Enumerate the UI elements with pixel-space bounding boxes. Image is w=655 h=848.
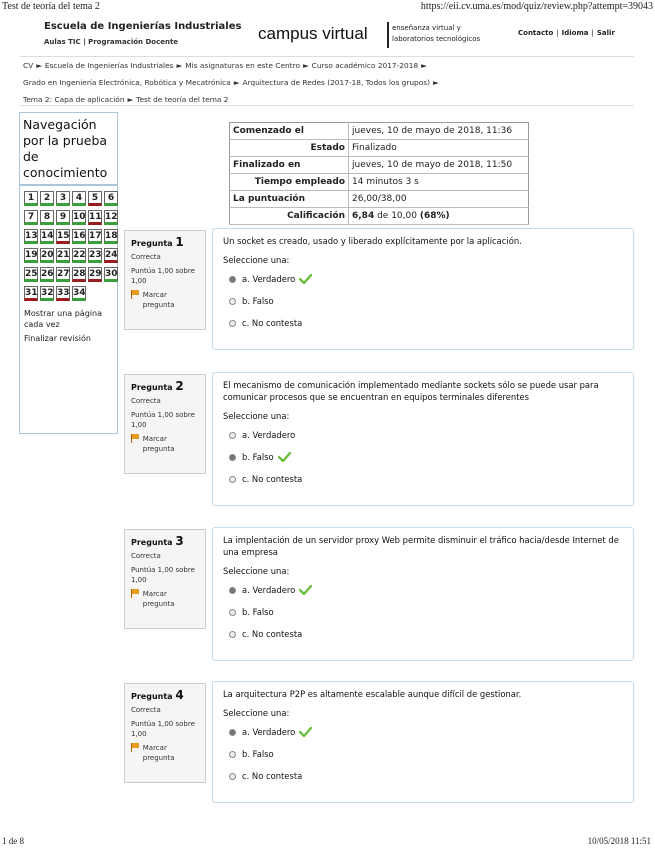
answer-option-label: a. Verdadero: [242, 274, 296, 284]
breadcrumb-item[interactable]: Tema 2: Capa de aplicación: [23, 95, 125, 104]
question-nav-button-25[interactable]: 25: [24, 267, 38, 282]
question-state: Correcta: [131, 552, 161, 560]
breadcrumb-item[interactable]: Escuela de Ingenierías Industriales: [44, 61, 174, 70]
summary-row: [230, 174, 529, 191]
question-nav-button-18[interactable]: 18: [104, 229, 118, 244]
question-nav-button-6[interactable]: 6: [104, 191, 118, 206]
answer-option-label: a. Verdadero: [242, 585, 296, 595]
print-url: https://eii.cv.uma.es/mod/quiz/review.php?attempt=39043: [420, 1, 653, 12]
campus-logo-text[interactable]: campus virtual: [258, 24, 368, 43]
question-nav-button-1[interactable]: 1: [24, 191, 38, 206]
question-nav-button-14[interactable]: 14: [40, 229, 54, 244]
flag-icon[interactable]: [131, 434, 139, 443]
answer-radio[interactable]: [229, 276, 236, 283]
question-text: La implentación de un servidor proxy Web permite disminuir el tráfico hacia/desde Internet de una empresa: [223, 535, 619, 557]
flag-question-link[interactable]: [131, 589, 199, 609]
answer-radio[interactable]: [229, 320, 236, 327]
answer-prompt: Seleccione una:: [223, 708, 290, 718]
question-text: Un socket es creado, usado y liberado explícitamente por la aplicación.: [223, 236, 522, 246]
answer-radio[interactable]: [229, 751, 236, 758]
contact-link[interactable]: Contacto: [518, 29, 554, 37]
answer-option-label: b. Falso: [242, 749, 274, 759]
summary-value: jueves, 10 de mayo de 2018, 11:36: [349, 123, 529, 140]
header-subtitle[interactable]: Aulas TIC | Programación Docente: [44, 38, 179, 46]
quiz-navigation-block: [19, 112, 118, 434]
answer-prompt: Seleccione una:: [223, 566, 290, 576]
answer-radio[interactable]: [229, 729, 236, 736]
question-nav-button-15[interactable]: 15: [56, 229, 70, 244]
answer-option[interactable]: [223, 579, 623, 601]
breadcrumb-item[interactable]: Arquitectura de Redes (2017-18, Todos los grupos): [242, 78, 431, 87]
summary-value: 26,00/38,00: [349, 191, 529, 208]
question-label: Pregunta: [131, 692, 173, 701]
question-buttons: [20, 186, 120, 305]
answer-option-label: a. Verdadero: [242, 727, 296, 737]
answer-radio[interactable]: [229, 432, 236, 439]
question-nav-button-22[interactable]: 22: [72, 248, 86, 263]
answer-radio[interactable]: [229, 609, 236, 616]
flag-icon[interactable]: [131, 743, 139, 752]
print-datetime: 10/05/2018 11:51: [587, 836, 651, 846]
summary-row-grade: [230, 208, 529, 225]
question-nav-button-3[interactable]: 3: [56, 191, 70, 206]
flag-question-link[interactable]: [131, 290, 199, 310]
summary-value: jueves, 10 de mayo de 2018, 11:50: [349, 157, 529, 174]
question-nav-button-11[interactable]: 11: [88, 210, 102, 225]
breadcrumb: CV ► Escuela de Ingenierías Industriales ► Mis asignaturas en este Centro ► Curso académico 2017-2018 ► Grado en Ingeniería Electrónica, Robótica y Mecatrónica ► Arquitectura de Redes (2017-18, Todos los grupos) ► Tema 2: Capa de aplicación ► Test de teoría del tema 2: [20, 56, 634, 106]
flag-question-label[interactable]: Marcar pregunta: [142, 291, 175, 309]
answer-option[interactable]: [223, 290, 623, 312]
answer-option[interactable]: [223, 765, 623, 787]
breadcrumb-item[interactable]: CV: [23, 61, 34, 70]
flag-question-link[interactable]: [131, 743, 199, 763]
question-number-value: 1: [175, 235, 184, 249]
summary-row: [230, 191, 529, 208]
question-content-1: [212, 228, 634, 350]
grade-label: Calificación: [230, 208, 349, 225]
answer-option-label: b. Falso: [242, 296, 274, 306]
print-title: Test de teoría del tema 2: [2, 1, 100, 12]
question-nav-button-33[interactable]: 33: [56, 286, 70, 301]
question-number-value: 4: [175, 688, 184, 702]
answer-option-label: c. No contesta: [242, 318, 303, 328]
logo-divider: [387, 22, 389, 48]
question-nav-button-17[interactable]: 17: [88, 229, 102, 244]
question-nav-button-29[interactable]: 29: [88, 267, 102, 282]
summary-row: [230, 123, 529, 140]
attempt-summary-table: [229, 122, 529, 225]
question-number: [131, 534, 199, 548]
answer-option[interactable]: [223, 601, 623, 623]
question-nav-button-2[interactable]: 2: [40, 191, 54, 206]
question-nav-button-20[interactable]: 20: [40, 248, 54, 263]
answer-radio[interactable]: [229, 631, 236, 638]
question-nav-button-31[interactable]: 31: [24, 286, 38, 301]
summary-key: La puntuación: [230, 191, 349, 208]
question-info-1: [124, 230, 206, 330]
summary-key: Estado: [230, 140, 349, 157]
answer-option-label: b. Falso: [242, 607, 274, 617]
question-nav-button-16[interactable]: 16: [72, 229, 86, 244]
question-text: El mecanismo de comunicación implementado mediante sockets sólo se puede usar para comunicar procesos que se encuentran en equipos terminales diferentes: [223, 380, 599, 402]
grade-value-cell: [349, 208, 529, 225]
question-state: Correcta: [131, 253, 161, 261]
question-text: La arquitectura P2P es altamente escalable aunque difícil de gestionar.: [223, 689, 522, 699]
correct-check-icon: [299, 585, 312, 595]
question-info-4: [124, 683, 206, 783]
show-one-page-link[interactable]: Mostrar una página cada vez: [24, 309, 102, 329]
answer-option-label: c. No contesta: [242, 629, 303, 639]
question-nav-button-19[interactable]: 19: [24, 248, 38, 263]
answer-prompt: Seleccione una:: [223, 255, 290, 265]
question-label: Pregunta: [131, 538, 173, 547]
flag-icon[interactable]: [131, 589, 139, 598]
site-header: [20, 15, 634, 53]
flag-question-label[interactable]: Marcar pregunta: [142, 744, 175, 762]
answer-prompt: Seleccione una:: [223, 411, 290, 421]
breadcrumb-item-current: Test de teoría del tema 2: [136, 95, 229, 104]
question-nav-button-34[interactable]: 34: [72, 286, 86, 301]
grade-value: 6,84: [352, 211, 375, 221]
answer-option-label: c. No contesta: [242, 771, 303, 781]
question-label: Pregunta: [131, 239, 173, 248]
answer-option[interactable]: [223, 743, 623, 765]
summary-row: [230, 140, 529, 157]
flag-icon[interactable]: [131, 290, 139, 299]
question-info-2: [124, 374, 206, 474]
flag-question-label[interactable]: Marcar pregunta: [142, 435, 175, 453]
question-number: [131, 235, 199, 249]
breadcrumb-item[interactable]: Grado en Ingeniería Electrónica, Robótica y Mecatrónica: [23, 78, 231, 87]
question-nav-button-5[interactable]: 5: [88, 191, 102, 206]
question-points: Puntúa 1,00 sobre 1,00: [131, 566, 195, 584]
quiz-navigation-title: Navegación por la prueba de conocimiento: [20, 113, 117, 186]
summary-row: [230, 157, 529, 174]
breadcrumb-item[interactable]: Curso académico 2017-2018: [311, 61, 419, 70]
question-content-2: [212, 372, 634, 506]
question-number-value: 2: [175, 379, 184, 393]
question-points: Puntúa 1,00 sobre 1,00: [131, 720, 195, 738]
question-content-4: [212, 681, 634, 803]
question-state: Correcta: [131, 706, 161, 714]
breadcrumb-item[interactable]: Mis asignaturas en este Centro: [185, 61, 300, 70]
answer-option[interactable]: [223, 721, 623, 743]
answer-option[interactable]: [223, 268, 623, 290]
answer-radio[interactable]: [229, 298, 236, 305]
question-content-3: [212, 527, 634, 661]
correct-check-icon: [299, 274, 312, 284]
logout-link[interactable]: Salir: [596, 29, 615, 37]
answer-radio[interactable]: [229, 476, 236, 483]
school-name[interactable]: Escuela de Ingenierías Industriales: [44, 21, 242, 32]
answer-option-label: c. No contesta: [242, 474, 303, 484]
summary-value: 14 minutos 3 s: [349, 174, 529, 191]
summary-key: Tiempo empleado: [230, 174, 349, 191]
question-nav-button-26[interactable]: 26: [40, 267, 54, 282]
grade-of: de 10,00: [377, 211, 417, 221]
answer-radio[interactable]: [229, 587, 236, 594]
question-label: Pregunta: [131, 383, 173, 392]
question-nav-button-27[interactable]: 27: [56, 267, 70, 282]
flag-question-link[interactable]: [131, 434, 199, 454]
answer-option[interactable]: [223, 312, 623, 334]
flag-question-label[interactable]: Marcar pregunta: [142, 590, 175, 608]
question-nav-button-28[interactable]: 28: [72, 267, 86, 282]
language-link[interactable]: Idioma: [561, 29, 589, 37]
question-nav-button-12[interactable]: 12: [104, 210, 118, 225]
answer-option-label: a. Verdadero: [242, 430, 296, 440]
correct-check-icon: [299, 727, 312, 737]
answer-option[interactable]: [223, 623, 623, 645]
answer-option[interactable]: [223, 446, 623, 468]
question-nav-button-10[interactable]: 10: [72, 210, 86, 225]
question-nav-button-9[interactable]: 9: [56, 210, 70, 225]
summary-value: Finalizado: [349, 140, 529, 157]
answer-radio[interactable]: [229, 773, 236, 780]
answer-radio[interactable]: [229, 454, 236, 461]
campus-tagline: enseñanza virtual y laboratorios tecnológicos: [392, 24, 481, 43]
answer-option[interactable]: [223, 468, 623, 490]
finish-review-link[interactable]: Finalizar revisión: [24, 334, 91, 343]
question-nav-button-32[interactable]: 32: [40, 286, 54, 301]
question-nav-button-21[interactable]: 21: [56, 248, 70, 263]
question-points: Puntúa 1,00 sobre 1,00: [131, 411, 195, 429]
question-nav-button-30[interactable]: 30: [104, 267, 118, 282]
question-number-value: 3: [175, 534, 184, 548]
grade-percent: (68%): [419, 211, 450, 221]
question-nav-button-8[interactable]: 8: [40, 210, 54, 225]
correct-check-icon: [278, 452, 291, 462]
question-nav-button-23[interactable]: 23: [88, 248, 102, 263]
question-state: Correcta: [131, 397, 161, 405]
question-nav-button-4[interactable]: 4: [72, 191, 86, 206]
question-nav-button-13[interactable]: 13: [24, 229, 38, 244]
question-nav-button-24[interactable]: 24: [104, 248, 118, 263]
question-points: Puntúa 1,00 sobre 1,00: [131, 267, 195, 285]
answer-option-label: b. Falso: [242, 452, 274, 462]
answer-option[interactable]: [223, 424, 623, 446]
question-nav-button-7[interactable]: 7: [24, 210, 38, 225]
question-number: [131, 688, 199, 702]
summary-key: Comenzado el: [230, 123, 349, 140]
question-number: [131, 379, 199, 393]
print-header: [0, 0, 655, 14]
print-page-number: 1 de 8: [2, 836, 24, 846]
summary-key: Finalizado en: [230, 157, 349, 174]
question-info-3: [124, 529, 206, 629]
top-links: Contacto | Idioma | Salir: [518, 29, 615, 37]
